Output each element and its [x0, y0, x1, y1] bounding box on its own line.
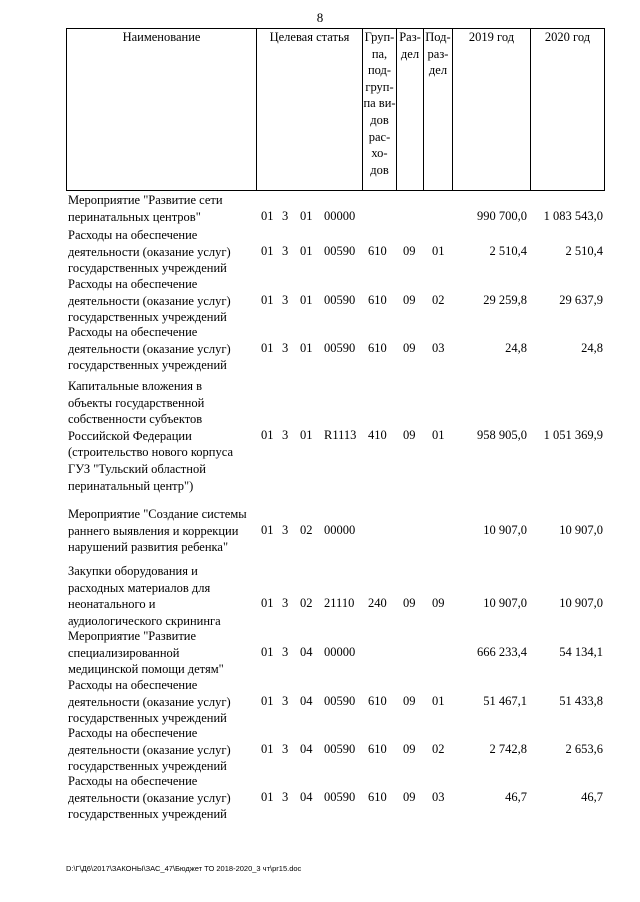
- target-part2: 3: [282, 243, 289, 258]
- target-part2: 3: [282, 596, 289, 611]
- header-group-line: рас-: [368, 129, 391, 144]
- target-part4: 00590: [324, 693, 356, 708]
- header-2020: 2020 год: [531, 29, 605, 191]
- row-name: Мероприятие "Развитие сети перинатальных центров": [68, 193, 223, 224]
- value-2020: 10 907,0: [559, 522, 603, 537]
- target-part4: 21110: [324, 596, 355, 611]
- group-code: 610: [368, 741, 387, 756]
- target-part4: 00590: [324, 789, 356, 804]
- row-name: Расходы на обеспечение деятельности (оказание услуг) государственных учреждений: [68, 228, 231, 276]
- target-part2: 3: [282, 340, 289, 355]
- header-name: Наименование: [67, 29, 257, 191]
- target-part4: 00590: [324, 741, 356, 756]
- value-2019: 990 700,0: [477, 208, 527, 223]
- row-name: Закупки оборудования и расходных материалов для неонатального и аудиологического скрининга: [68, 564, 221, 628]
- target-part3: 02: [300, 522, 313, 537]
- target-part4: R1113: [324, 427, 357, 442]
- subsection-code: 03: [432, 340, 445, 355]
- target-part3: 01: [300, 243, 313, 258]
- target-part1: 01: [261, 292, 274, 307]
- subsection-code: 09: [432, 596, 445, 611]
- value-2019: 29 259,8: [483, 292, 527, 307]
- target-part2: 3: [282, 644, 289, 659]
- target-part2: 3: [282, 522, 289, 537]
- header-group-line: под-: [367, 63, 392, 78]
- value-2020: 46,7: [581, 789, 603, 804]
- subsection-code: 01: [432, 243, 445, 258]
- target-part3: 04: [300, 693, 313, 708]
- row-name: Мероприятие "Развитие специализированной медицинской помощи детям": [68, 629, 224, 677]
- value-2020: 29 637,9: [559, 292, 603, 307]
- header-section-line: Раз-: [399, 30, 421, 44]
- target-part3: 02: [300, 596, 313, 611]
- target-part2: 3: [282, 208, 289, 223]
- target-part4: 00000: [324, 208, 356, 223]
- header-group: [363, 29, 397, 191]
- table-header: [66, 28, 605, 191]
- header-subsection-line: Под-: [425, 30, 451, 44]
- target-part3: 04: [300, 741, 313, 756]
- header-section: [397, 29, 424, 191]
- header-group-line: па,: [371, 46, 388, 61]
- value-2020: 2 653,6: [565, 741, 603, 756]
- value-2019: 10 907,0: [483, 522, 527, 537]
- target-part2: 3: [282, 741, 289, 756]
- header-group-line: дов: [370, 162, 389, 177]
- target-part1: 01: [261, 522, 274, 537]
- subsection-code: 01: [432, 693, 445, 708]
- header-group-line: хо-: [371, 146, 388, 161]
- section-code: 09: [403, 292, 416, 307]
- target-part3: 01: [300, 208, 313, 223]
- target-part2: 3: [282, 292, 289, 307]
- header-subsection-line: дел: [428, 63, 448, 78]
- target-part1: 01: [261, 693, 274, 708]
- value-2020: 10 907,0: [559, 596, 603, 611]
- header-section-line: дел: [400, 46, 420, 61]
- subsection-code: 01: [432, 427, 445, 442]
- row-name: Расходы на обеспечение деятельности (оказание услуг) государственных учреждений: [68, 774, 231, 822]
- target-part2: 3: [282, 789, 289, 804]
- target-part1: 01: [261, 208, 274, 223]
- section-code: 09: [403, 789, 416, 804]
- group-code: 610: [368, 693, 387, 708]
- target-part3: 04: [300, 789, 313, 804]
- header-subsection-line: раз-: [427, 46, 449, 61]
- value-2019: 24,8: [505, 340, 527, 355]
- group-code: 410: [368, 427, 387, 442]
- value-2019: 2 742,8: [489, 741, 527, 756]
- header-group-line: груп-: [365, 79, 394, 94]
- page-number: 8: [316, 10, 324, 25]
- value-2020: 51 433,8: [559, 693, 603, 708]
- header-group-line: дов: [370, 112, 389, 127]
- header-group-line: Груп-: [364, 30, 395, 44]
- value-2019: 958 905,0: [477, 427, 527, 442]
- group-code: 240: [368, 596, 387, 611]
- group-code: 610: [368, 292, 387, 307]
- value-2019: 666 233,4: [477, 644, 527, 659]
- section-code: 09: [403, 596, 416, 611]
- subsection-code: 02: [432, 292, 445, 307]
- group-code: 610: [368, 340, 387, 355]
- target-part3: 04: [300, 644, 313, 659]
- target-part1: 01: [261, 340, 274, 355]
- row-name: Расходы на обеспечение деятельности (оказание услуг) государственных учреждений: [68, 325, 231, 373]
- target-part2: 3: [282, 693, 289, 708]
- header-2019: 2019 год: [453, 29, 531, 191]
- target-part1: 01: [261, 243, 274, 258]
- row-name: Расходы на обеспечение деятельности (оказание услуг) государственных учреждений: [68, 277, 231, 325]
- row-name: Капитальные вложения в объекты государственной собственности субъектов Российской Федерации (строительство нового корпуса ГУЗ "Тульский областной перинатальный центр"): [68, 379, 233, 493]
- value-2019: 46,7: [505, 789, 527, 804]
- value-2019: 2 510,4: [489, 243, 527, 258]
- value-2020: 2 510,4: [565, 243, 603, 258]
- value-2020: 1 083 543,0: [543, 208, 603, 223]
- target-part3: 01: [300, 427, 313, 442]
- target-part4: 00590: [324, 340, 356, 355]
- row-name: Расходы на обеспечение деятельности (оказание услуг) государственных учреждений: [68, 726, 231, 774]
- header-group-line: па ви-: [363, 96, 396, 111]
- section-code: 09: [403, 243, 416, 258]
- target-part4: 00000: [324, 644, 356, 659]
- target-part1: 01: [261, 427, 274, 442]
- row-name: Мероприятие "Создание системы раннего выявления и коррекции нарушений развития ребенка": [68, 507, 247, 555]
- value-2019: 10 907,0: [483, 596, 527, 611]
- target-part1: 01: [261, 741, 274, 756]
- header-subsection: [424, 29, 453, 191]
- section-code: 09: [403, 340, 416, 355]
- target-part3: 01: [300, 340, 313, 355]
- target-part4: 00590: [324, 292, 356, 307]
- section-code: 09: [403, 427, 416, 442]
- target-part4: 00590: [324, 243, 356, 258]
- target-part1: 01: [261, 644, 274, 659]
- subsection-code: 03: [432, 789, 445, 804]
- value-2020: 1 051 369,9: [543, 427, 603, 442]
- subsection-code: 02: [432, 741, 445, 756]
- value-2020: 54 134,1: [559, 644, 603, 659]
- value-2020: 24,8: [581, 340, 603, 355]
- target-part1: 01: [261, 596, 274, 611]
- target-part1: 01: [261, 789, 274, 804]
- value-2019: 51 467,1: [483, 693, 527, 708]
- target-part4: 00000: [324, 522, 356, 537]
- group-code: 610: [368, 789, 387, 804]
- group-code: 610: [368, 243, 387, 258]
- target-part2: 3: [282, 427, 289, 442]
- header-target: Целевая статья: [257, 29, 363, 191]
- section-code: 09: [403, 741, 416, 756]
- target-part3: 01: [300, 292, 313, 307]
- footer-path: D:\Г\Д6\2017\ЗАКОНЫ\ЗАС_47\Бюджет ТО 2018-2020_3 чт\pr15.doc: [66, 864, 302, 873]
- section-code: 09: [403, 693, 416, 708]
- row-name: Расходы на обеспечение деятельности (оказание услуг) государственных учреждений: [68, 678, 231, 726]
